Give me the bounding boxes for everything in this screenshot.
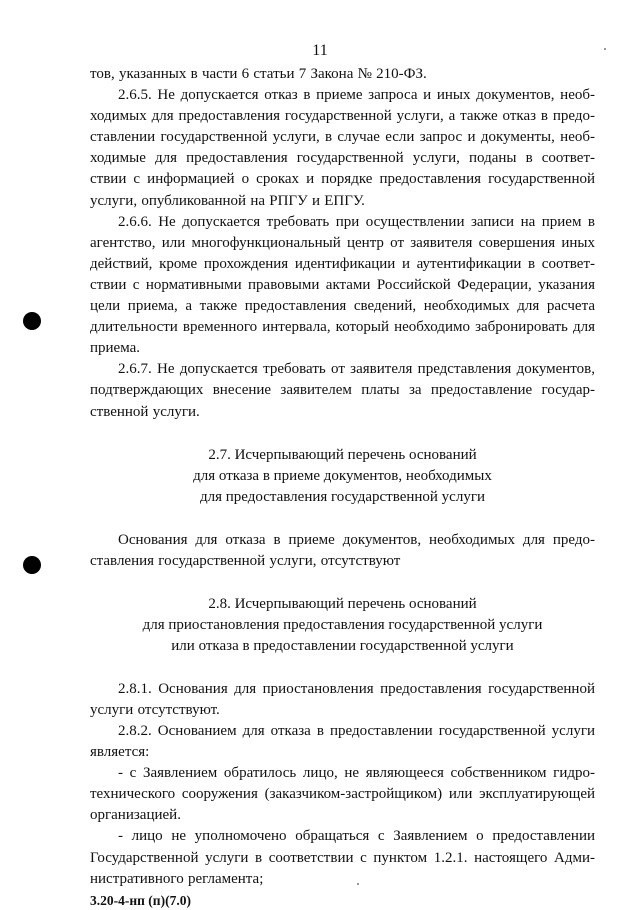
text-line: Основания для отказа в приеме документов, необходимых для предо- — [118, 531, 595, 548]
text-line: ставления государственной услуги, отсутствуют — [90, 552, 401, 569]
text-line: - лицо не уполномочено обращаться с Заявлением о предоставлении — [118, 828, 595, 845]
paragraph-2-6-5 — [90, 85, 595, 212]
text-line: длительности временного интервала, который необходимо забронировать для — [90, 319, 595, 336]
list-item-authority — [90, 826, 595, 889]
text-line: приема. — [90, 340, 141, 357]
heading-line: или отказа в предоставлении государственной услуги — [171, 637, 514, 654]
text-line: тов, указанных в части 6 статьи 7 Закона № 210-ФЗ. — [90, 66, 427, 82]
text-line: ходимые для предоставления государственной услуги, поданы в соответ- — [90, 150, 595, 167]
heading-line: для предоставления государственной услуги — [199, 488, 486, 505]
text-line: агентство, или многофункциональный центр от заявителя совершения иных — [90, 234, 595, 251]
section-heading-2-8 — [90, 594, 595, 657]
text-line: подтверждающих внесение заявителем платы за предоставление государ- — [90, 382, 595, 399]
text-line: ствии с нормативными правовыми актами Российской Федерации, указания — [90, 276, 595, 293]
text-line: является: — [90, 744, 150, 761]
list-item-owner — [90, 763, 595, 826]
text-line: 2.6.5. Не допускается отказ в приеме запроса и иных документов, необ- — [118, 87, 595, 104]
punch-hole-top — [23, 312, 41, 330]
heading-line: 2.8. Исчерпывающий перечень оснований — [208, 595, 477, 612]
text-line: нистративного регламента; — [90, 870, 264, 887]
text-line: услуги, опубликованной на РПГУ и ЕПГУ. — [90, 192, 365, 209]
text-line: 2.6.6. Не допускается требовать при осуществлении записи на прием в — [118, 213, 595, 230]
heading-line: 2.7. Исчерпывающий перечень оснований — [208, 446, 477, 463]
heading-line: для приостановления предоставления государственной услуги — [142, 616, 543, 633]
text-line: - с Заявлением обратилось лицо, не являющееся собственником гидро- — [118, 765, 595, 782]
text-line: действий, кроме прохождения идентификации и аутентификации в соответ- — [90, 255, 595, 272]
text-line: ствии с информацией о сроках и порядке предоставления государственной — [90, 171, 595, 188]
text-line: услуги отсутствуют. — [90, 701, 220, 718]
paragraph-2-7-body — [90, 530, 595, 572]
punch-hole-bottom — [23, 556, 41, 574]
page-number: 11 — [312, 42, 328, 59]
text-line: цели приема, а также предоставления сведений, необходимых для расчета — [90, 298, 595, 315]
body-text — [90, 64, 595, 910]
paragraph-continuation — [90, 64, 595, 85]
text-line: организацией. — [90, 807, 181, 824]
text-line: ставлении государственной услуги, в случае если запрос и документы, необ- — [90, 129, 595, 146]
text-line: ственной услуги. — [90, 403, 200, 420]
text-line: ходимых для предоставления государственной услуги, а также отказ в предо- — [90, 108, 595, 125]
scan-speck — [604, 48, 606, 50]
text-line: Государственной услуги в соответствии с пунктом 1.2.1. настоящего Адми- — [90, 849, 595, 866]
text-line: 2.8.1. Основания для приостановления предоставления государственной — [118, 680, 595, 697]
text-line: технического сооружения (заказчиком-застройщиком) или эксплуатирующей — [90, 786, 595, 803]
text-line: 2.8.2. Основанием для отказа в предоставлении государственной услуги — [118, 722, 595, 739]
footer-document-code: 3.20-4-нп (п)(7.0) — [90, 892, 191, 908]
paragraph-2-6-7 — [90, 359, 595, 422]
section-heading-2-7 — [90, 445, 595, 508]
text-line: 2.6.7. Не допускается требовать от заявителя представления документов, — [118, 361, 595, 378]
heading-line: для отказа в приеме документов, необходимых — [193, 467, 492, 484]
paragraph-2-8-2 — [90, 721, 595, 763]
paragraph-2-8-1 — [90, 679, 595, 721]
paragraph-2-6-6 — [90, 212, 595, 360]
